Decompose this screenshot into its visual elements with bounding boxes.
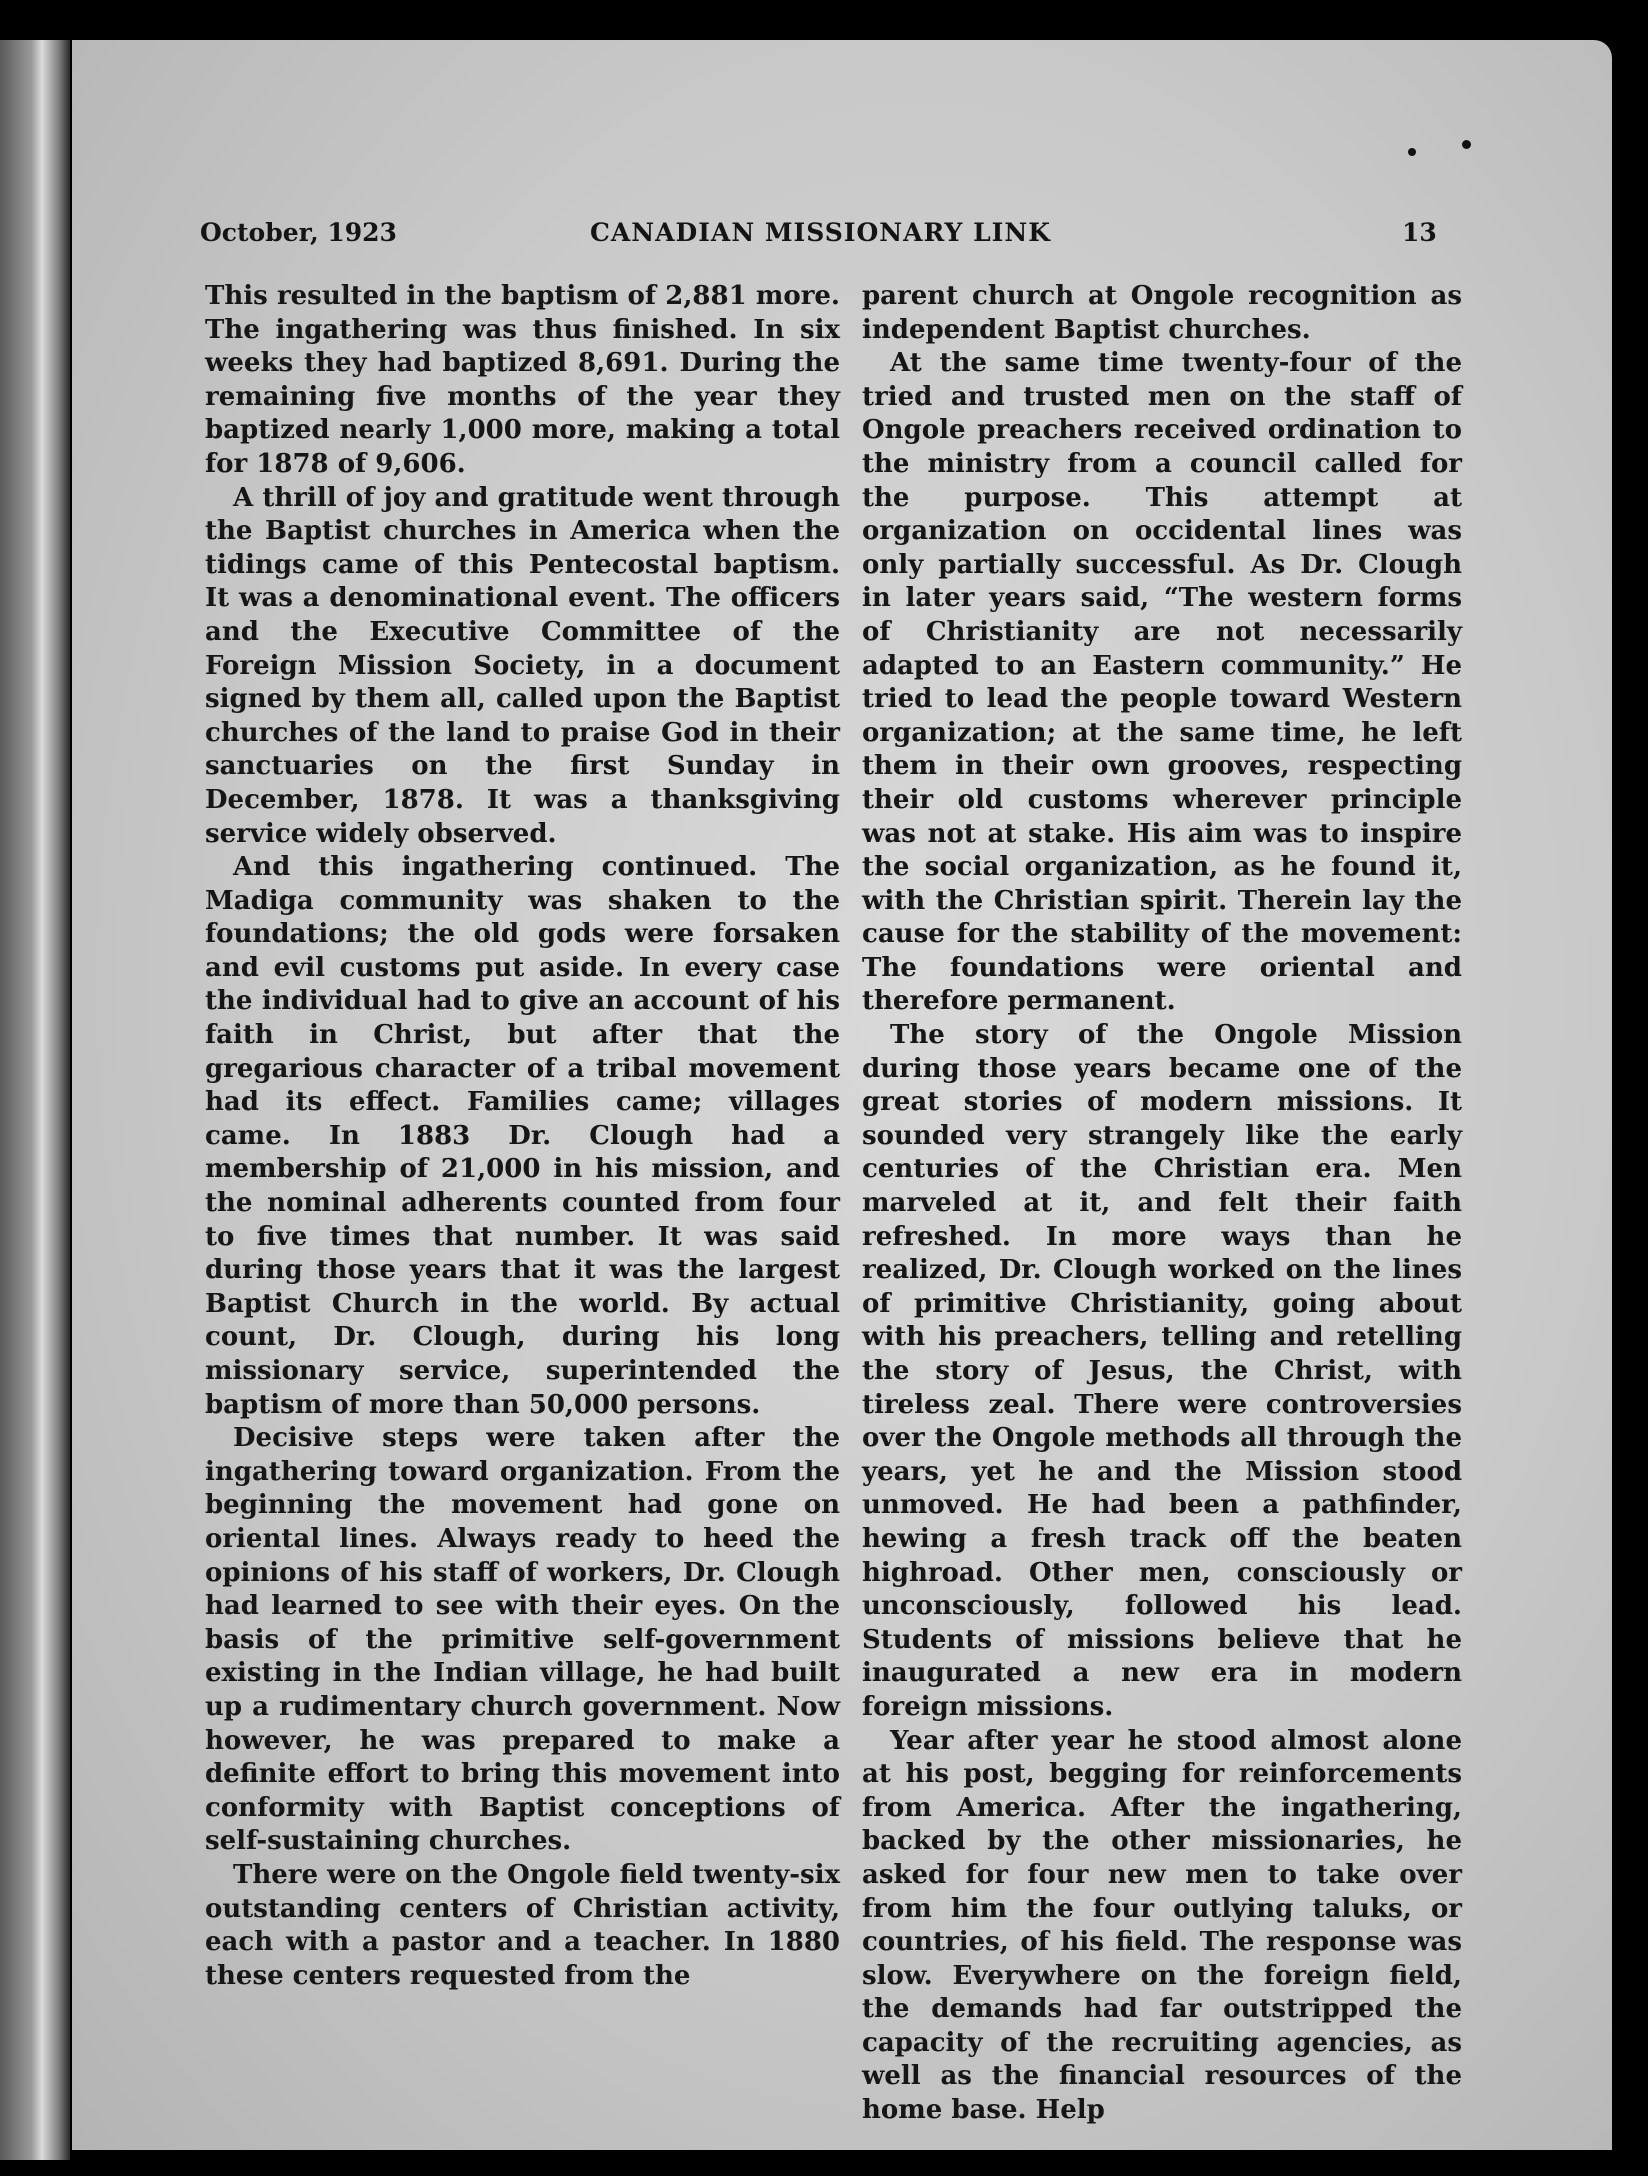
paragraph: At the same time twenty-four of the tried and trusted men on the staff of Ongole preachers received ordination to the ministry from a council called for the purpose. This attempt at organization on occidental lines was only partially successful. As Dr. Clough in later years said, “The western forms of Christianity are not necessarily adapted to an Eastern community.” He tried to lead the people toward Western organization; at the same time, he left them in their own grooves, respecting their old customs wherever principle was not at stake. His aim was to inspire the social organization, as he found it, with the Christian spirit. Therein lay the cause for the stability of the movement: The foundations were oriental and therefore permanent. — [862, 348, 1462, 1017]
paragraph: And this ingathering continued. The Madiga community was shaken to the foundations; the old gods were forsaken and evil customs put aside. In every case the individual had to give an account of his faith in Christ, but after that the gregarious character of a tribal movement had its effect. Families came; villages came. In 1883 Dr. Clough had a membership of 21,000 in his mission, and the nominal adherents counted from four to five times that number. It was said during those years that it was the largest Baptist Church in the world. By actual count, Dr. Clough, during his long missionary service, superintended the baptism of more than 50,000 persons. — [205, 852, 840, 1420]
left-column — [205, 280, 840, 1993]
issue-date: October, 1923 — [200, 218, 397, 247]
page-number: 13 — [1402, 218, 1437, 247]
speck — [1462, 140, 1471, 149]
speck — [1408, 148, 1416, 156]
running-head — [200, 218, 1440, 258]
paragraph: There were on the Ongole field twenty-six outstanding centers of Christian activity, each with a pastor and a teacher. In 1880 these centers requested from the — [205, 1859, 840, 1991]
paragraph: The story of the Ongole Mission during those years became one of the great stories of modern missions. It sounded very strangely like the early centuries of the Christian era. Men marveled at it, and felt their faith refreshed. In more ways than he realized, Dr. Clough worked on the lines of primitive Christianity, going about with his preachers, telling and retelling the story of Jesus, the Christ, with tireless zeal. There were controversies over the Ongole methods all through the years, yet he and the Mission stood unmoved. He had been a pathfinder, hewing a fresh track off the beaten highroad. Other men, consciously or unconsciously, followed his lead. Students of missions believe that he inaugurated a new era in modern foreign missions. — [862, 1020, 1462, 1722]
paragraph: This resulted in the baptism of 2,881 more. The ingathering was thus finished. In six weeks they had baptized 8,691. During the remaining five months of the year they baptized nearly 1,000 more, making a total for 1878 of 9,606. — [205, 281, 840, 479]
paragraph: Decisive steps were taken after the ingathering toward organization. From the beginning the movement had gone on oriental lines. Always ready to heed the opinions of his staff of workers, Dr. Clough had learned to see with their eyes. On the basis of the primitive self-government existing in the Indian village, he had built up a rudimentary church government. Now however, he was prepared to make a definite effort to bring this movement into conformity with Baptist conceptions of self-sustaining churches. — [205, 1423, 840, 1857]
binding-edge — [0, 40, 70, 2160]
right-column — [862, 280, 1462, 2128]
paragraph: parent church at Ongole recognition as independent Baptist churches. — [862, 281, 1462, 345]
paragraph: Year after year he stood almost alone at his post, begging for reinforcements from America. After the ingathering, backed by the other missionaries, he asked for four new men to take over from him the four outlying taluks, or countries, of his field. The response was slow. Everywhere on the foreign field, the demands had far outstripped the capacity of the recruiting agencies, as well as the financial resources of the home base. Help — [862, 1725, 1462, 2126]
publication-title: CANADIAN MISSIONARY LINK — [590, 218, 1051, 247]
paragraph: A thrill of joy and gratitude went through the Baptist churches in America when the tidings came of this Pentecostal baptism. It was a denominational event. The officers and the Executive Committee of the Foreign Mission Society, in a document signed by them all, called upon the Baptist churches of the land to praise God in their sanctuaries on the first Sunday in December, 1878. It was a thanksgiving service widely observed. — [205, 482, 840, 849]
